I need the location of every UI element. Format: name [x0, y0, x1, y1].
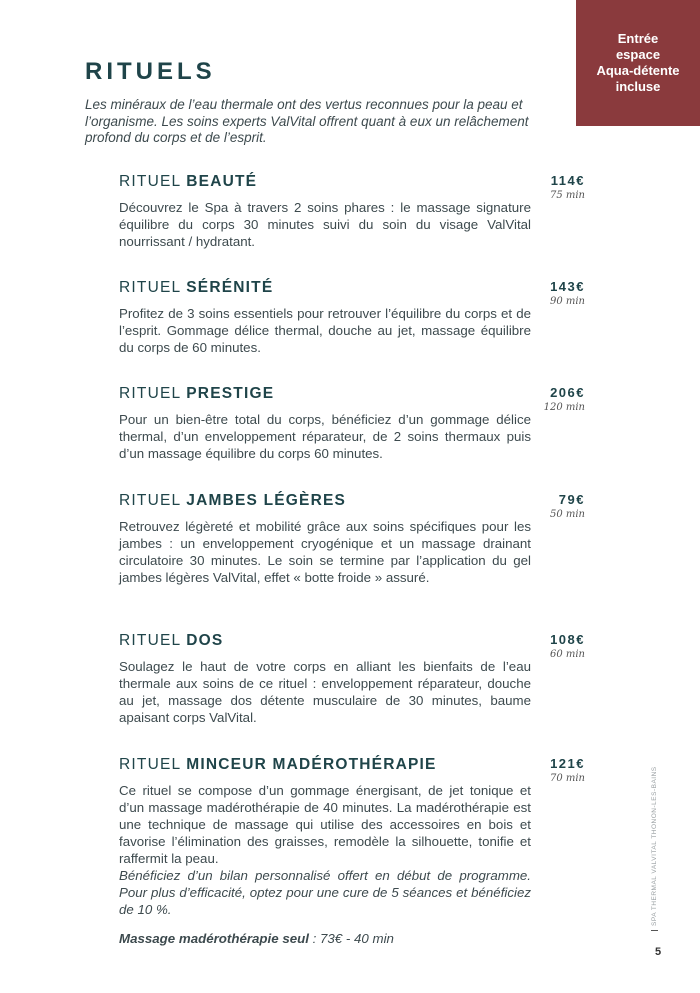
ritual-title	[119, 279, 590, 297]
ritual-duration: 120 min	[543, 402, 585, 413]
ritual-price: 108€	[550, 632, 585, 647]
ritual-prefix: RITUEL	[119, 492, 181, 509]
page-title: RITUELS	[85, 58, 216, 85]
ritual-prefix: RITUEL	[119, 385, 181, 402]
ritual-name: SÉRÉNITÉ	[186, 279, 274, 296]
ritual-extra-note: Bénéficiez d’un bilan personnalisé offert en début de programme. Pour plus d’efficacité, optez pour une cure de 5 séances et bénéficiez de 10 %.	[119, 868, 531, 917]
ritual-name: DOS	[186, 632, 224, 649]
ritual-description: Soulagez le haut de votre corps en alliant les bienfaits de l’eau thermale aux soins de ce rituel : enveloppement réparateur, douche au jet, massage dos détente musculaire de 30 minutes, baume apaisant corps ValVital.	[119, 659, 531, 725]
ritual-name: MINCEUR MADÉROTHÉRAPIE	[186, 756, 437, 773]
ritual-minceur-maderotherapie	[119, 756, 590, 918]
ritual-prefix: RITUEL	[119, 632, 181, 649]
ritual-title	[119, 756, 590, 774]
sidebar-running-title	[651, 766, 658, 931]
ritual-jambes-legeres	[119, 492, 590, 586]
ritual-title	[119, 385, 590, 403]
page-number: 5	[655, 946, 662, 958]
ritual-price: 121€	[550, 756, 585, 771]
ritual-duration: 90 min	[549, 296, 585, 307]
ritual-description: Découvrez le Spa à travers 2 soins phares : le massage signature équilibre du corps 30 minutes suivi du soin du visage ValVital nourrissant / hydratant.	[119, 200, 531, 249]
ritual-description: Ce rituel se compose d’un gommage énergisant, de jet tonique et d’un massage madérothérapie de 40 minutes. La madérothérapie est une technique de massage qui utilise des accessoires en bois et favorise l’élimination des graisses, remodèle la silhouette, tonifie et raffermit la peau.	[119, 783, 531, 866]
ritual-duration: 75 min	[549, 190, 585, 201]
ritual-name: BEAUTÉ	[186, 173, 258, 190]
ritual-duration: 50 min	[549, 509, 585, 520]
note-label: Massage madérothérapie seul	[119, 931, 309, 946]
ritual-description: Retrouvez légèreté et mobilité grâce aux soins spécifiques pour les jambes : un enveloppement cryogénique et un massage drainant circulatoire 30 minutes. Le soin se termine par l’application du gel jambes légères ValVital, effet « botte froide » assuré.	[119, 519, 531, 585]
ritual-dos	[119, 632, 590, 726]
ritual-prefix: RITUEL	[119, 279, 181, 296]
ritual-name: JAMBES LÉGÈRES	[186, 492, 347, 509]
ritual-serenite	[119, 279, 590, 356]
ritual-name: PRESTIGE	[186, 385, 275, 402]
ritual-title	[119, 632, 590, 650]
ritual-description: Profitez de 3 soins essentiels pour retrouver l’équilibre du corps et de l’esprit. Gommage délice thermal, douche au jet, massage équilibre du corps de 60 minutes.	[119, 306, 531, 355]
ritual-prestige	[119, 385, 590, 462]
ritual-price: 79€	[558, 492, 585, 507]
ritual-beaute	[119, 173, 590, 250]
ritual-duration: 70 min	[549, 773, 585, 784]
ritual-title	[119, 173, 590, 191]
ritual-title	[119, 492, 590, 510]
sidebar-divider	[651, 930, 658, 931]
ritual-price: 143€	[550, 279, 585, 294]
ritual-prefix: RITUEL	[119, 756, 181, 773]
ritual-duration: 60 min	[549, 649, 585, 660]
badge-text: Entrée espace Aqua-détente incluse	[596, 31, 680, 94]
ritual-price: 114€	[550, 173, 585, 188]
aqua-detente-badge	[576, 0, 700, 126]
note-value: : 73€ - 40 min	[308, 931, 394, 946]
sidebar-text: SPA THERMAL VALVITAL THONON-LES-BAINS	[651, 766, 659, 926]
ritual-description: Pour un bien-être total du corps, bénéficiez d’un gommage délice thermal, d’un enveloppement réparateur, de 2 soins thermaux puis d’un massage équilibre du corps 60 minutes.	[119, 412, 531, 461]
maderotherapie-note	[119, 931, 394, 946]
intro-text: Les minéraux de l’eau thermale ont des vertus reconnues pour la peau et l’organisme. Les soins experts ValVital offrent quant à eux un relâchement profond du corps et de l’esprit.	[85, 97, 529, 145]
ritual-price: 206€	[550, 385, 585, 400]
ritual-prefix: RITUEL	[119, 173, 181, 190]
